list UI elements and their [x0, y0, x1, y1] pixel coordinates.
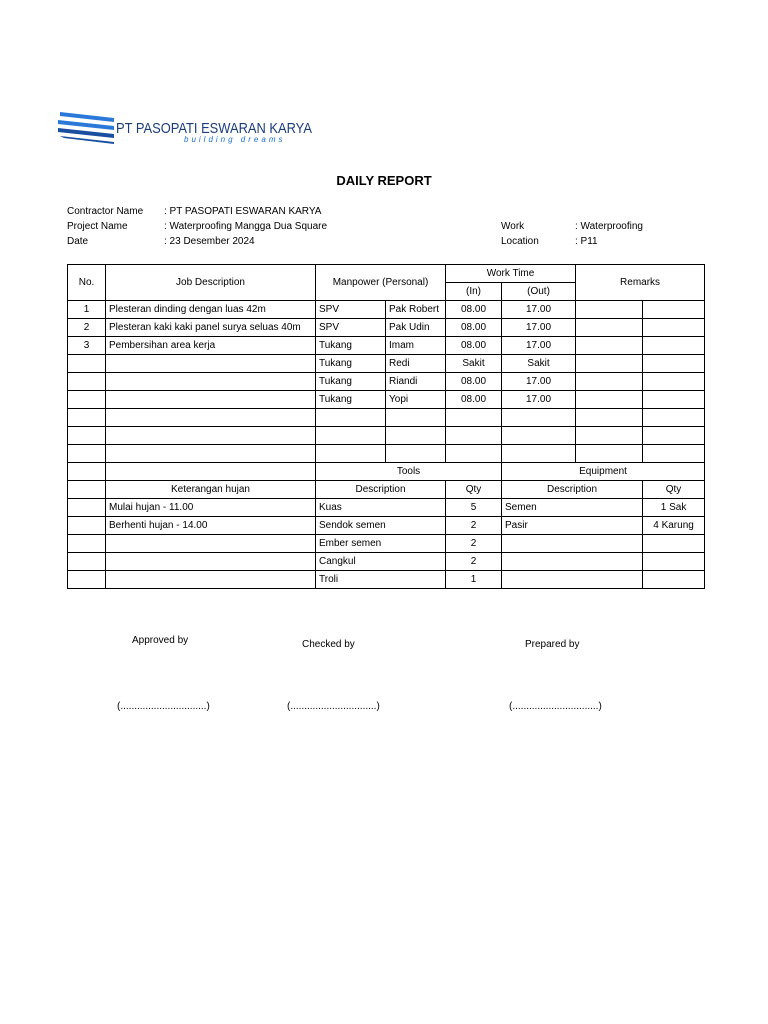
equipment-qty-cell: 4 Karung — [643, 517, 705, 535]
report-table — [67, 264, 705, 589]
approved-signature-line: (...............................) — [117, 701, 210, 712]
row-in: 08.00 — [446, 319, 502, 337]
row-remarks-2 — [643, 337, 705, 355]
tools-qty-header: Qty — [446, 481, 502, 499]
header-no: No. — [68, 265, 106, 301]
date-value: : 23 Desember 2024 — [164, 236, 255, 247]
row-name: Redi — [386, 355, 446, 373]
equipment-cell — [502, 535, 643, 553]
table-row-empty — [68, 409, 705, 427]
row-remarks — [576, 319, 643, 337]
row-remarks — [576, 373, 643, 391]
row-job: Plesteran dinding dengan luas 42m — [106, 301, 316, 319]
table-row-empty — [68, 445, 705, 463]
row-job — [106, 355, 316, 373]
row-no — [68, 391, 106, 409]
checked-by-label: Checked by — [302, 639, 355, 650]
row-name: Pak Udin — [386, 319, 446, 337]
tool-cell: Ember semen — [316, 535, 446, 553]
row-role: Tukang — [316, 391, 386, 409]
row-no: 1 — [68, 301, 106, 319]
row-role: Tukang — [316, 373, 386, 391]
tool-cell: Cangkul — [316, 553, 446, 571]
lower-row — [68, 571, 705, 589]
row-no — [68, 355, 106, 373]
tool-cell: Sendok semen — [316, 517, 446, 535]
logo-tagline: building dreams — [184, 135, 286, 144]
date-label: Date — [67, 236, 89, 247]
keterangan-cell — [106, 571, 316, 589]
header-manpower: Manpower (Personal) — [316, 265, 446, 301]
equipment-cell — [502, 553, 643, 571]
row-remarks-2 — [643, 373, 705, 391]
lower-row — [68, 535, 705, 553]
keterangan-cell: Mulai hujan - 11.00 — [106, 499, 316, 517]
row-name: Yopi — [386, 391, 446, 409]
prepared-signature-line: (...............................) — [509, 701, 602, 712]
lower-row — [68, 553, 705, 571]
row-in: 08.00 — [446, 337, 502, 355]
equipment-qty-header: Qty — [643, 481, 705, 499]
project-value: : Waterproofing Mangga Dua Square — [164, 221, 328, 232]
table-row — [68, 391, 705, 409]
row-role: SPV — [316, 301, 386, 319]
tool-cell: Kuas — [316, 499, 446, 517]
row-job: Plesteran kaki kaki panel surya seluas 40m — [106, 319, 316, 337]
row-remarks — [576, 391, 643, 409]
row-remarks-2 — [643, 301, 705, 319]
row-out: 17.00 — [502, 373, 576, 391]
equipment-cell — [502, 571, 643, 589]
row-remarks-2 — [643, 319, 705, 337]
row-role: SPV — [316, 319, 386, 337]
row-remarks-2 — [643, 391, 705, 409]
report-title: DAILY REPORT — [336, 173, 432, 188]
row-name: Imam — [386, 337, 446, 355]
row-out: 17.00 — [502, 337, 576, 355]
tools-header: Tools — [316, 463, 502, 481]
equipment-qty-cell — [643, 571, 705, 589]
header-work-time: Work Time — [446, 265, 576, 283]
row-name: Pak Robert — [386, 301, 446, 319]
approved-by-label: Approved by — [132, 635, 189, 646]
row-role: Tukang — [316, 355, 386, 373]
row-in: 08.00 — [446, 301, 502, 319]
keterangan-cell: Berhenti hujan - 14.00 — [106, 517, 316, 535]
tool-qty-cell: 1 — [446, 571, 502, 589]
table-row-empty — [68, 427, 705, 445]
row-out: 17.00 — [502, 319, 576, 337]
row-remarks — [576, 337, 643, 355]
row-no — [68, 373, 106, 391]
tool-qty-cell: 5 — [446, 499, 502, 517]
table-row — [68, 337, 705, 355]
row-name: Riandi — [386, 373, 446, 391]
equipment-qty-cell — [643, 553, 705, 571]
tool-qty-cell: 2 — [446, 553, 502, 571]
equipment-cell: Semen — [502, 499, 643, 517]
location-label: Location — [501, 236, 539, 247]
tool-qty-cell: 2 — [446, 517, 502, 535]
equipment-description-header: Description — [502, 481, 643, 499]
table-row — [68, 373, 705, 391]
checked-signature-line: (...............................) — [287, 701, 380, 712]
table-row — [68, 301, 705, 319]
row-remarks-2 — [643, 355, 705, 373]
prepared-by-label: Prepared by — [525, 639, 580, 650]
logo-company-name: PT PASOPATI ESWARAN KARYA — [116, 120, 312, 137]
tool-qty-cell: 2 — [446, 535, 502, 553]
row-in: 08.00 — [446, 391, 502, 409]
work-value: : Waterproofing — [575, 221, 643, 232]
tool-cell: Troli — [316, 571, 446, 589]
header-job-description: Job Description — [106, 265, 316, 301]
keterangan-header: Keterangan hujan — [106, 481, 316, 499]
row-out: 17.00 — [502, 301, 576, 319]
row-out: Sakit — [502, 355, 576, 373]
row-job — [106, 391, 316, 409]
equipment-header: Equipment — [502, 463, 705, 481]
table-row — [68, 355, 705, 373]
row-no: 2 — [68, 319, 106, 337]
row-no: 3 — [68, 337, 106, 355]
row-out: 17.00 — [502, 391, 576, 409]
row-in: Sakit — [446, 355, 502, 373]
work-label: Work — [501, 221, 525, 232]
row-role: Tukang — [316, 337, 386, 355]
keterangan-cell — [106, 553, 316, 571]
header-remarks: Remarks — [576, 265, 705, 301]
row-job — [106, 373, 316, 391]
location-value: : P11 — [575, 236, 598, 247]
lower-row — [68, 499, 705, 517]
equipment-qty-cell — [643, 535, 705, 553]
row-job: Pembersihan area kerja — [106, 337, 316, 355]
header-in: (In) — [446, 283, 502, 301]
equipment-qty-cell: 1 Sak — [643, 499, 705, 517]
keterangan-cell — [106, 535, 316, 553]
header-out: (Out) — [502, 283, 576, 301]
row-in: 08.00 — [446, 373, 502, 391]
row-remarks — [576, 355, 643, 373]
lower-row — [68, 517, 705, 535]
project-label: Project Name — [67, 221, 128, 232]
contractor-value: : PT PASOPATI ESWARAN KARYA — [164, 206, 322, 217]
contractor-label: Contractor Name — [67, 206, 144, 217]
table-row — [68, 319, 705, 337]
equipment-cell: Pasir — [502, 517, 643, 535]
row-remarks — [576, 301, 643, 319]
tools-description-header: Description — [316, 481, 446, 499]
